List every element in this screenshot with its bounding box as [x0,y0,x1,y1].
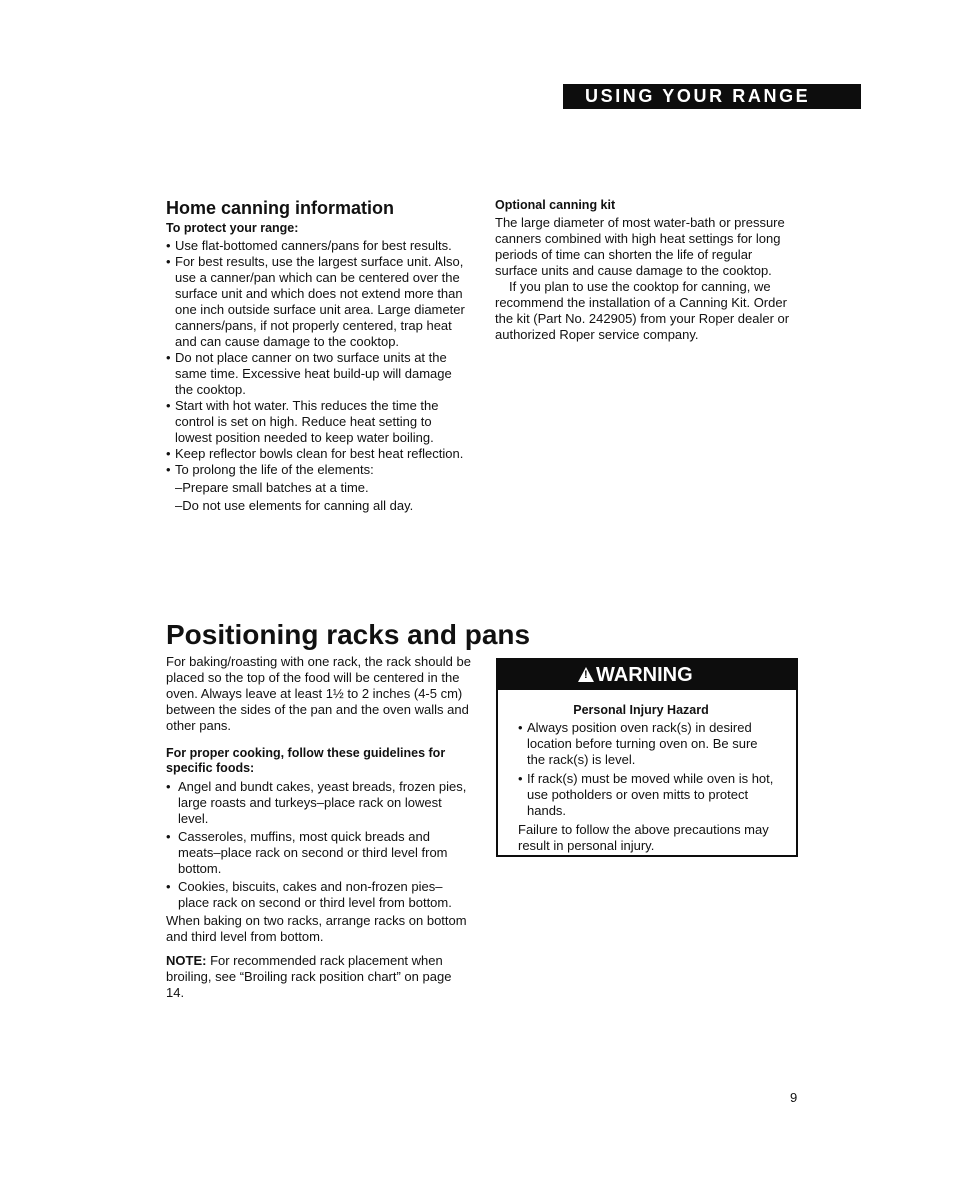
list-item: • Casseroles, muffins, most quick breads and meats–place rack on second or third level from bottom. [166,829,471,877]
note-label: NOTE: [166,953,207,968]
list-item: • Start with hot water. This reduces the time the control is set on high. Reduce heat setting to lowest position needed to keep water boiling. [166,398,471,446]
list-item: • Always position oven rack(s) in desired location before turning oven on. Be sure the rack(s) is level. [518,720,778,768]
canning-sublist [166,480,471,514]
list-item: • Do not place canner on two surface units at the same time. Excessive heat build-up will damage the cooktop. [166,350,471,398]
list-item: • Angel and bundt cakes, yeast breads, frozen pies, large roasts and turkeys–place rack on lowest level. [166,779,471,827]
list-item: • To prolong the life of the elements: [166,462,471,478]
warning-label: WARNING [596,664,693,686]
racks-guidelines-heading: For proper cooking, follow these guidelines for specific foods: [166,746,446,775]
racks-intro: For baking/roasting with one rack, the rack should be placed so the top of the food will be centered in the oven. Always leave at least 1½ to 2 inches (4-5 cm) between the sides of the pan and the oven walls and other pans. [166,654,471,733]
canning-title: Home canning information [166,198,395,218]
warning-list [518,720,778,819]
section-banner: USING YOUR RANGE [563,84,861,109]
warning-footer: Failure to follow the above precautions may result in personal injury. [518,822,769,853]
list-item: –Do not use elements for canning all day. [175,498,414,513]
list-item: • If rack(s) must be moved while oven is hot, use potholders or oven mitts to protect hands. [518,771,778,819]
warning-subtitle: Personal Injury Hazard [573,703,709,717]
racks-title: Positioning racks and pans [166,619,531,650]
kit-section [495,198,795,343]
list-item: –Prepare small batches at a time. [175,480,369,495]
canning-subtitle: To protect your range: [166,221,299,235]
note-text: For recommended rack placement when broiling, see “Broiling rack position chart” on page 14. [166,953,452,1000]
page-number: 9 [790,1090,798,1105]
racks-section [166,654,471,1001]
warning-header [498,660,796,690]
racks-note [166,953,471,1001]
list-item: • Cookies, biscuits, cakes and non-frozen pies–place rack on second or third level from bottom. [166,879,471,911]
racks-list [166,779,471,911]
racks-two-racks: When baking on two racks, arrange racks on bottom and third level from bottom. [166,913,467,944]
list-item: • Keep reflector bowls clean for best heat reflection. [166,446,471,462]
list-item: • Use flat-bottomed canners/pans for best results. [166,238,471,254]
canning-list [166,238,471,478]
list-item: • For best results, use the largest surface unit. Also, use a canner/pan which can be centered over the surface unit and which does not extend more than one inch outside surface unit area. Large diameter canners/pans, if not properly centered, trap heat and can cause damage to the cooktop. [166,254,471,350]
canning-section [166,198,471,514]
warning-triangle-icon [578,667,594,682]
warning-body [498,690,796,854]
kit-paragraph-2: If you plan to use the cooktop for canning, we recommend the installation of a Canning Kit. Order the kit (Part No. 242905) from your Roper dealer or authorized Roper service company. [495,279,790,342]
kit-paragraph-1: The large diameter of most water-bath or pressure canners combined with high heat settings for long periods of time can shorten the life of regular surface units and cause damage to the cooktop. [495,215,785,278]
warning-box [496,658,798,857]
kit-title: Optional canning kit [495,198,616,212]
